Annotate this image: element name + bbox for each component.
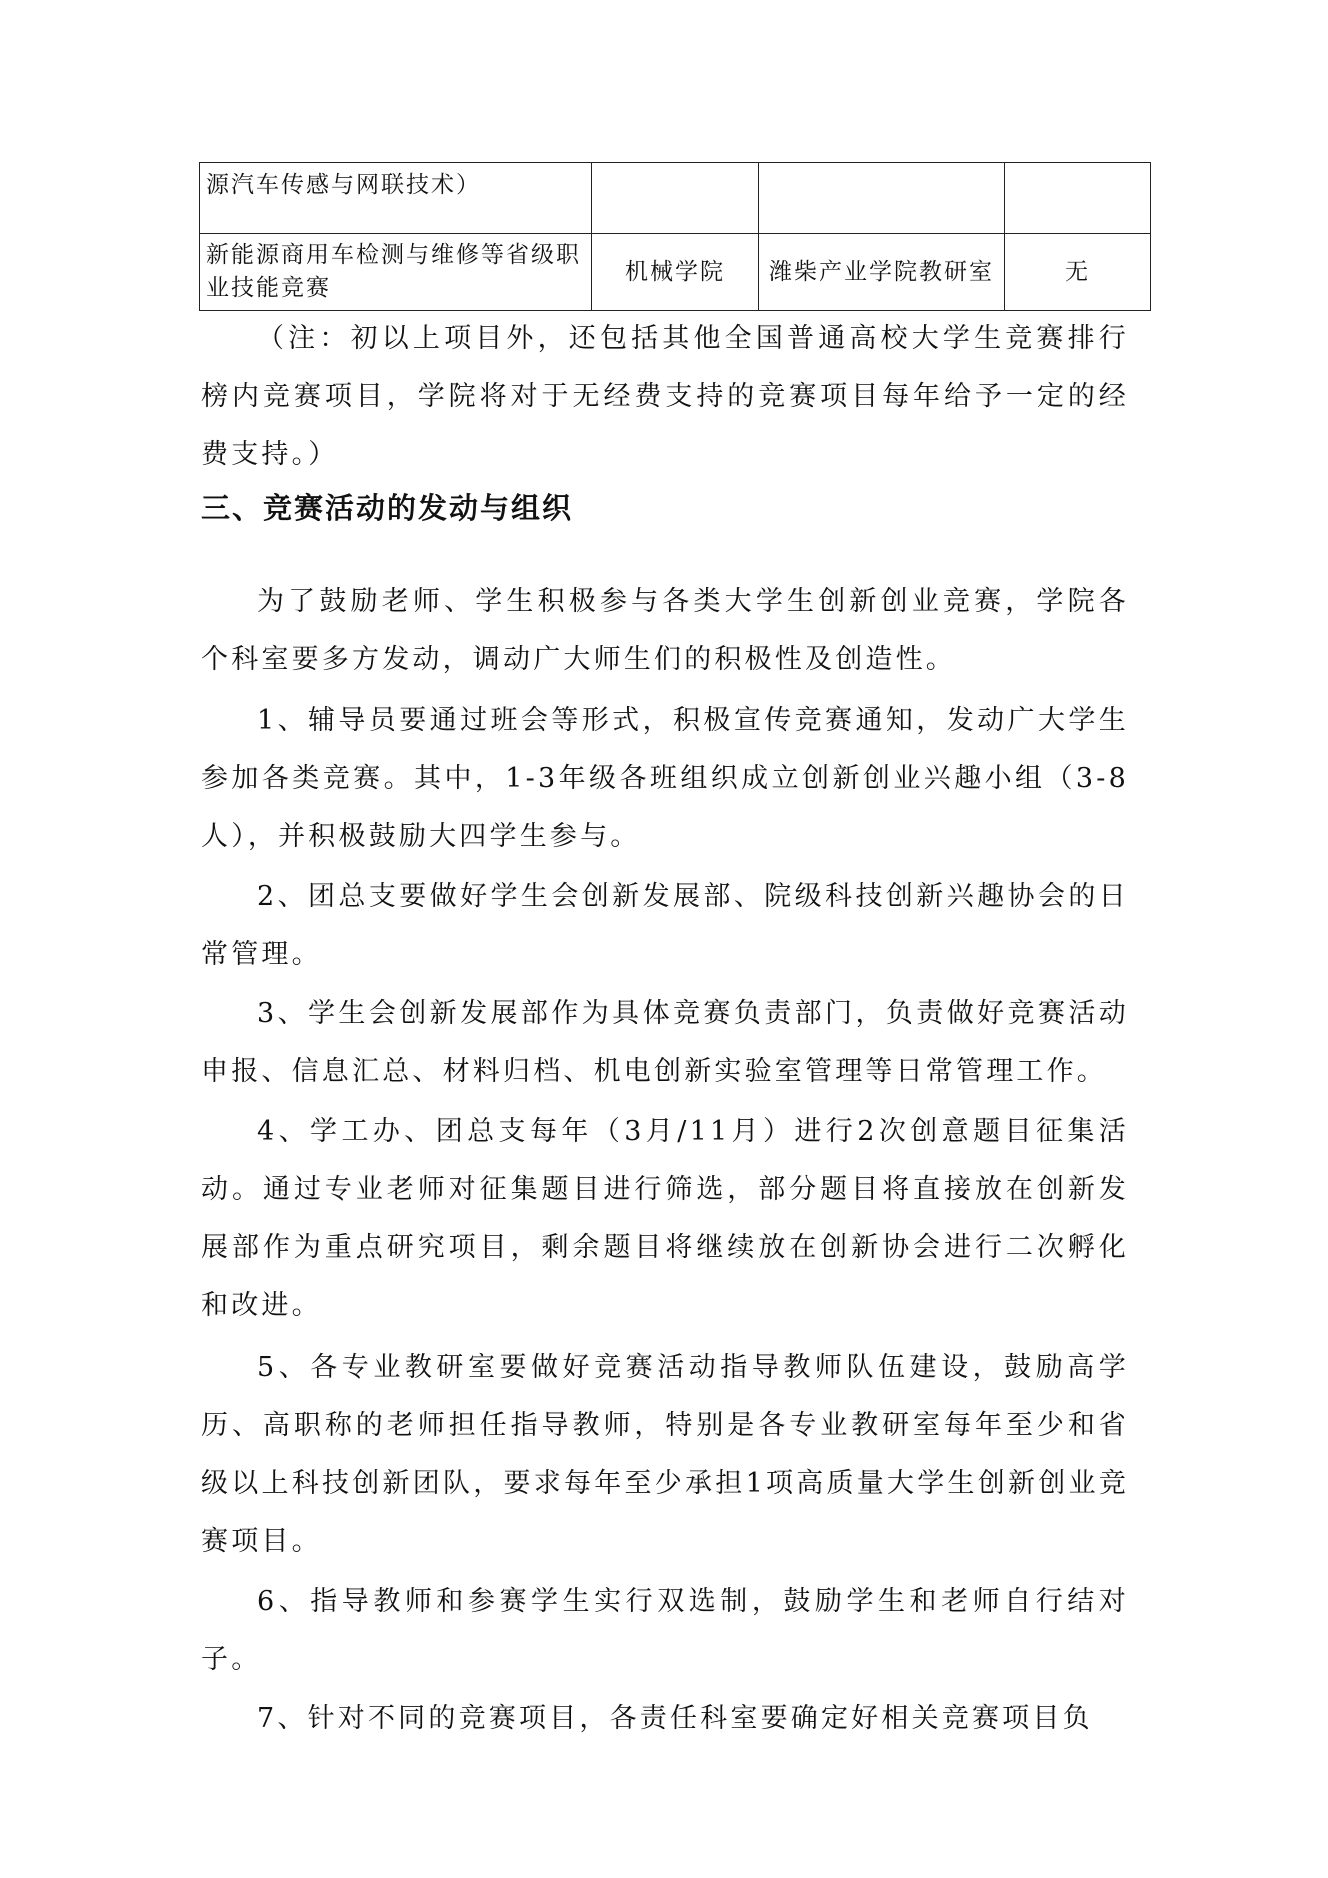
table-row [200,163,1151,234]
body-paragraph-item-4: 4、学工办、团总支每年（3月/11月）进行2次创意题目征集活动。通过专业老师对征集题目进行筛选，部分题目将直接放在创新发展部作为重点研究项目，剩余题目将继续放在创新协会进行二次孵化和改进。 [201,1116,1129,1321]
note-paragraph: （注：初以上项目外，还包括其他全国普通高校大学生竞赛排行榜内竞赛项目，学院将对于无经费支持的竞赛项目每年给予一定的经费支持。） [201,323,1129,470]
body-paragraph-item-3: 3、学生会创新发展部作为具体竞赛负责部门，负责做好竞赛活动申报、信息汇总、材料归档、机电创新实验室管理等日常管理工作。 [201,998,1129,1087]
table-cell-department [759,163,1005,234]
body-paragraph-item-2: 2、团总支要做好学生会创新发展部、院级科技创新兴趣协会的日常管理。 [201,881,1129,970]
table-cell-project: 新能源商用车检测与维修等省级职业技能竞赛 [200,234,592,311]
body-paragraph-item-1: 1、辅导员要通过班会等形式，积极宣传竞赛通知，发动广大学生参加各类竞赛。其中，1-3年级各班组织成立创新创业兴趣小组（3-8人），并积极鼓励大四学生参与。 [201,705,1129,852]
table-cell-department: 潍柴产业学院教研室 [759,234,1005,311]
body-paragraph-item-7: 7、针对不同的竞赛项目，各责任科室要确定好相关竞赛项目负 [257,1703,1093,1734]
body-paragraph-item-5: 5、各专业教研室要做好竞赛活动指导教师队伍建设，鼓励高学历、高职称的老师担任指导教师，特别是各专业教研室每年至少和省级以上科技创新团队，要求每年至少承担1项高质量大学生创新创业竞赛项目。 [201,1352,1129,1557]
section-heading: 三、竞赛活动的发动与组织 [201,491,574,525]
table-cell-funding [1005,163,1151,234]
body-paragraph-intro: 为了鼓励老师、学生积极参与各类大学生创新创业竞赛，学院各个科室要多方发动，调动广大师生们的积极性及创造性。 [201,586,1129,675]
body-paragraph-item-6: 6、指导教师和参赛学生实行双选制，鼓励学生和老师自行结对子。 [201,1586,1129,1675]
table-row [200,234,1151,311]
table-cell-project: 源汽车传感与网联技术） [200,163,592,234]
table-cell-college [592,163,759,234]
table-cell-college: 机械学院 [592,234,759,311]
competition-table [199,162,1151,311]
table-cell-funding: 无 [1005,234,1151,311]
